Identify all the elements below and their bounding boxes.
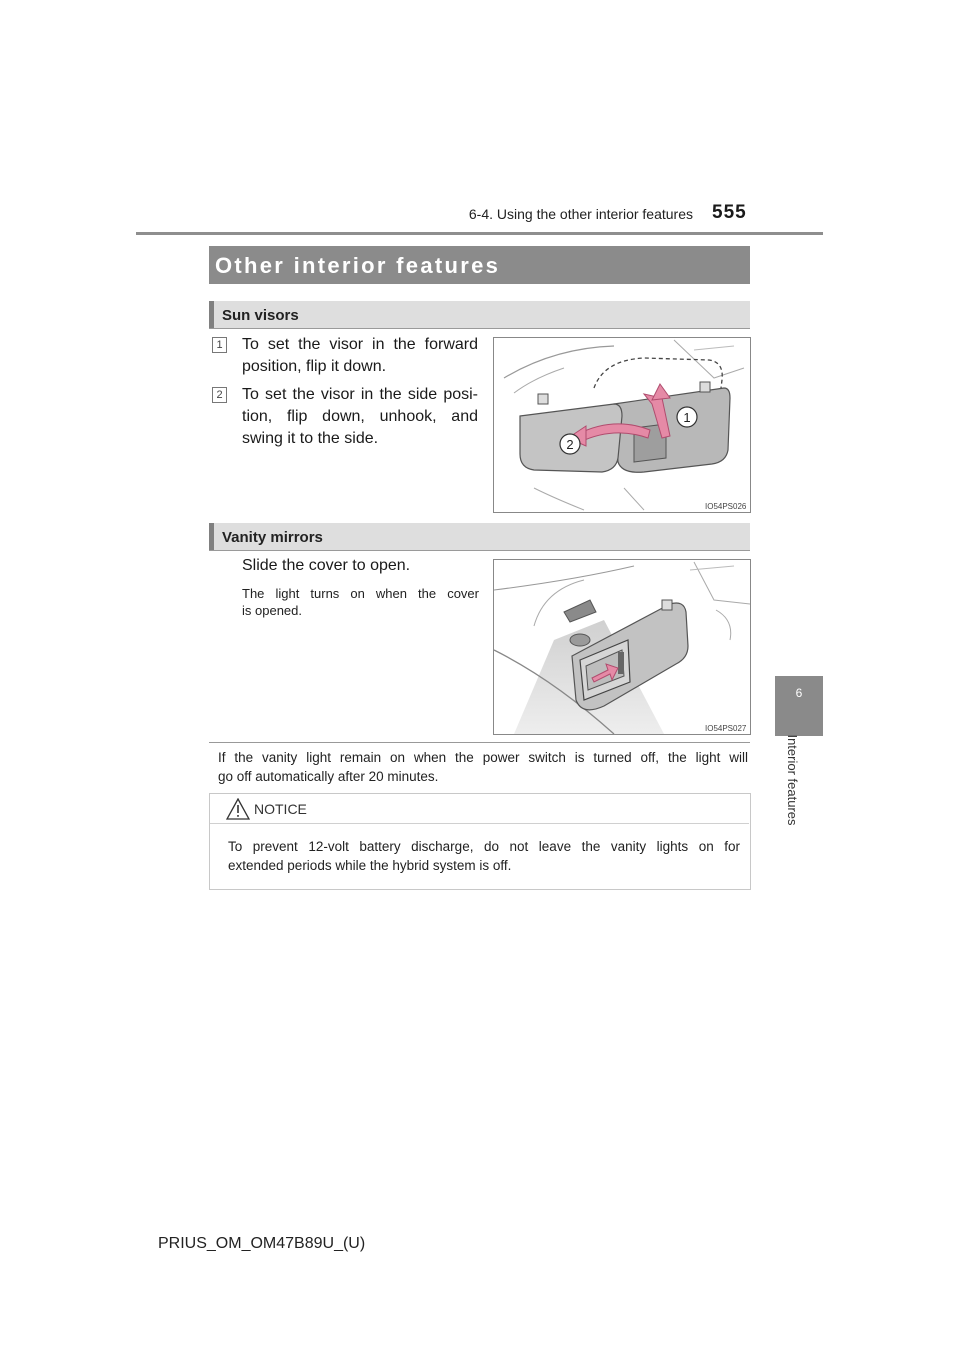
step-2-line-2: tion, flip down, unhook, and	[242, 408, 478, 425]
info-text	[218, 748, 748, 786]
notice-text	[228, 837, 740, 875]
section-title: 6-4. Using the other interior features	[468, 206, 693, 222]
illustration-code-1: IO54PS026	[705, 502, 747, 511]
illustration-code-2: IO54PS027	[705, 724, 747, 733]
page-title: Other interior features	[215, 253, 501, 278]
info-line-1: If the vanity light remain on when the power switch is turned off, the light will	[218, 750, 748, 765]
document-id: PRIUS_OM_OM47B89U_(U)	[158, 1235, 366, 1252]
step-number-1: 1	[212, 337, 227, 353]
vanity-note-line-2: is opened.	[242, 603, 302, 618]
vanity-mirror-illustration	[493, 559, 751, 735]
notice-divider	[210, 823, 749, 824]
separator	[209, 742, 750, 743]
step-2-line-3: swing it to the side.	[242, 430, 379, 447]
callout-1: 1	[683, 410, 691, 425]
warning-triangle-icon	[226, 798, 250, 820]
page-number: 555	[712, 202, 747, 223]
sun-visor-illustration	[493, 337, 751, 513]
vanity-note	[242, 585, 479, 619]
notice-line-1: To prevent 12-volt battery discharge, do not leave the vanity lights on for	[228, 839, 740, 854]
step-number-2: 2	[212, 387, 227, 403]
notice-line-2: extended periods while the hybrid system is off.	[228, 858, 512, 873]
step-2-text	[242, 384, 478, 450]
chapter-label: Interior features	[785, 734, 800, 826]
vanity-mirrors-heading: Vanity mirrors	[222, 529, 323, 546]
step-1-text	[242, 334, 478, 378]
callout-2: 2	[566, 437, 574, 452]
vanity-note-line-1: The light turns on when the cover	[242, 586, 479, 601]
info-line-2: go off automatically after 20 minutes.	[218, 769, 439, 784]
vanity-mirror-drawing	[494, 560, 750, 734]
sun-visor-drawing	[494, 338, 750, 512]
chapter-number: 6	[795, 686, 803, 700]
sun-visors-heading: Sun visors	[222, 307, 299, 324]
notice-label: NOTICE	[254, 801, 307, 817]
step-1-line-1: To set the visor in the forward	[242, 336, 478, 353]
vanity-instruction: Slide the cover to open.	[242, 557, 411, 574]
step-2-line-1: To set the visor in the side posi-	[242, 386, 478, 403]
step-1-line-2: position, flip it down.	[242, 358, 387, 375]
header-rule	[136, 232, 823, 235]
